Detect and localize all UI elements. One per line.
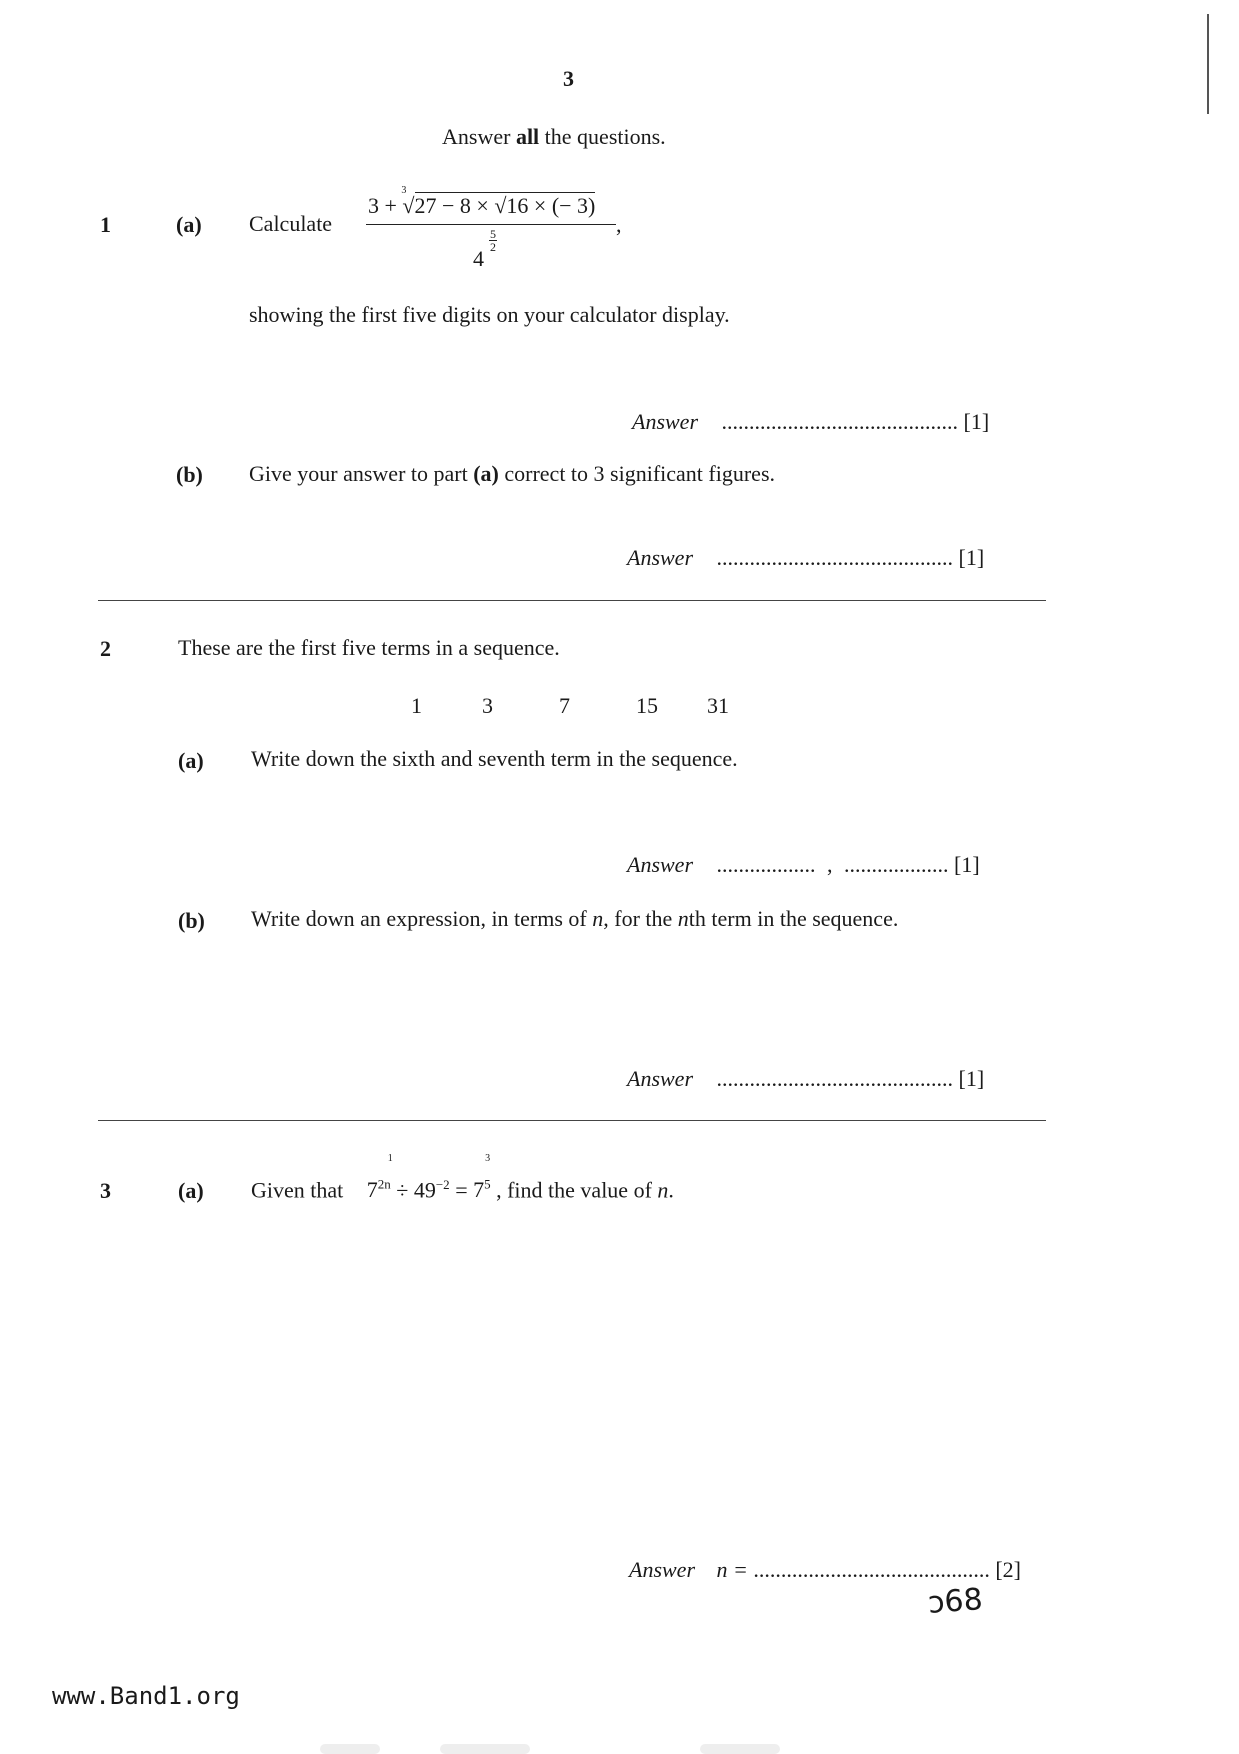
scan-edge-mark: [1207, 14, 1209, 114]
q3a-answer-line[interactable]: Answer n = ........................................... [2]: [629, 1557, 1022, 1582]
q2b-label: (b): [178, 908, 205, 933]
section-divider-1: [98, 600, 1046, 601]
sequence-term: 31: [707, 693, 729, 718]
footer-website: www.Band1.org: [52, 1682, 240, 1710]
page-number: 3: [563, 66, 574, 91]
instructions: Answer all the questions.: [442, 124, 666, 149]
q2a-answer-line[interactable]: Answer .................. , ................... [1]: [627, 852, 980, 877]
q1a-label: (a): [176, 212, 202, 237]
q1b-label: (b): [176, 462, 203, 487]
q2b-answer-line[interactable]: Answer ........................................... [1]: [627, 1066, 985, 1091]
q1a-denominator: 4: [473, 246, 484, 271]
q1b-answer-line[interactable]: Answer ........................................... [1]: [627, 545, 985, 570]
q1a-lead: Calculate: [249, 211, 333, 236]
q1a-trailing-comma: ,: [616, 212, 622, 237]
q1-number: 1: [100, 212, 111, 237]
sequence-term: 3: [482, 693, 493, 718]
q1a-fraction-bar: [366, 224, 616, 225]
q3a-equation: Given that $7^{2n}$ 1 ÷ $49^{-2} = 7^5$ 3 , find the value of n.: [251, 1153, 674, 1203]
q1a-answer-line[interactable]: Answer ........................................... [1]: [632, 409, 990, 434]
q3-number: 3: [100, 1178, 111, 1203]
q2b-text: Write down an expression, in terms of n, for the nth term in the sequence.: [251, 906, 899, 931]
q3a-label: (a): [178, 1178, 204, 1203]
q1a-denominator-exponent: 5 2: [490, 227, 496, 254]
q2a-text: Write down the sixth and seventh term in the sequence.: [251, 746, 738, 771]
q1b-text: Give your answer to part (a) correct to 3 significant figures.: [249, 461, 776, 486]
q2a-label: (a): [178, 748, 204, 773]
sequence-term: 1: [411, 693, 422, 718]
sequence-term: 15: [636, 693, 658, 718]
q2-number: 2: [100, 636, 111, 661]
scan-smudge: [700, 1744, 780, 1754]
scan-smudge: [440, 1744, 530, 1754]
q1a-text2: showing the first five digits on your calculator display.: [249, 302, 730, 327]
q1a-numerator: 3 + 3 √27 − 8 × √16 × (− 3): [368, 185, 596, 218]
q2-intro: These are the first five terms in a sequence.: [178, 635, 560, 660]
section-divider-2: [98, 1120, 1046, 1121]
sequence-term: 7: [559, 693, 570, 718]
scan-smudge: [320, 1744, 380, 1754]
handwritten-note: ɔ68: [926, 1582, 984, 1621]
